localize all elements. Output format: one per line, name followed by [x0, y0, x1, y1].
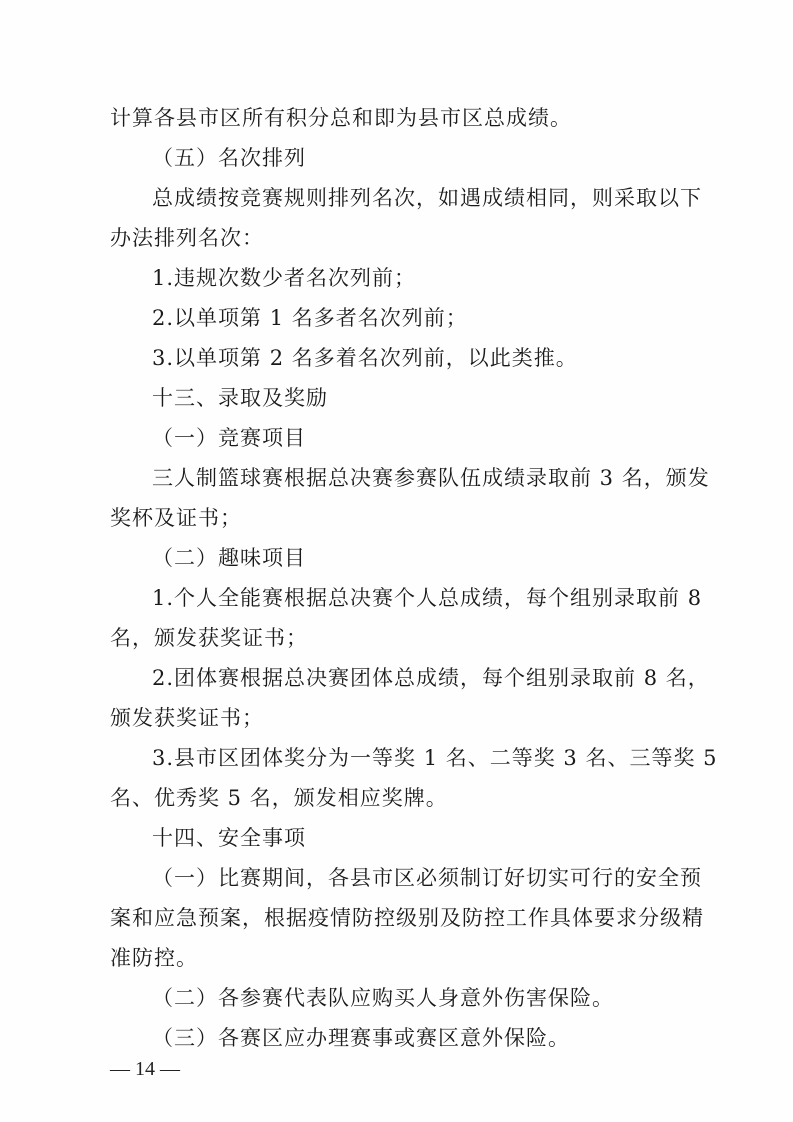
paragraph-line: 总成绩按竞赛规则排列名次，如遇成绩相同，则采取以下 [152, 186, 702, 210]
paragraph-line: （二）各参赛代表队应购买人身意外伤害保险。 [152, 986, 614, 1010]
subsection-heading: （二）趣味项目 [152, 546, 306, 570]
paragraph-line: 准防控。 [110, 946, 198, 970]
paragraph-line: 奖杯及证书； [110, 506, 242, 530]
subsection-heading: （五）名次排列 [152, 146, 306, 170]
paragraph-line: （一）比赛期间，各县市区必须制订好切实可行的安全预 [152, 866, 702, 890]
paragraph-line: 名，颁发获奖证书； [110, 626, 308, 650]
paragraph-line: 案和应急预案，根据疫情防控级别及防控工作具体要求分级精 [110, 906, 704, 930]
section-heading: 十四、安全事项 [152, 826, 306, 850]
list-item: 1.违规次数少者名次列前； [152, 266, 417, 290]
paragraph-line: 名、优秀奖 5 名，颁发相应奖牌。 [110, 786, 448, 810]
paragraph-line: 颁发获奖证书； [110, 706, 264, 730]
paragraph-line: （三）各赛区应办理赛事或赛区意外保险。 [152, 1026, 570, 1050]
list-item: 3.以单项第 2 名多着名次列前，以此类推。 [152, 346, 578, 370]
subsection-heading: （一）竞赛项目 [152, 426, 306, 450]
paragraph-line: 三人制篮球赛根据总决赛参赛队伍成绩录取前 3 名，颁发 [152, 466, 710, 490]
paragraph-line: 计算各县市区所有积分总和即为县市区总成绩。 [110, 106, 572, 130]
list-item: 2.以单项第 1 名多者名次列前； [152, 306, 468, 330]
list-item: 1.个人全能赛根据总决赛个人总成绩，每个组别录取前 8 [152, 586, 703, 610]
paragraph-line: 办法排列名次： [110, 226, 264, 250]
list-item: 3.县市区团体奖分为一等奖 1 名、二等奖 3 名、三等奖 5 [152, 746, 718, 770]
list-item: 2.团体赛根据总决赛团体总成绩，每个组别录取前 8 名， [152, 666, 710, 690]
section-heading: 十三、录取及奖励 [152, 386, 328, 410]
page-number: — 14 — [110, 1058, 180, 1080]
